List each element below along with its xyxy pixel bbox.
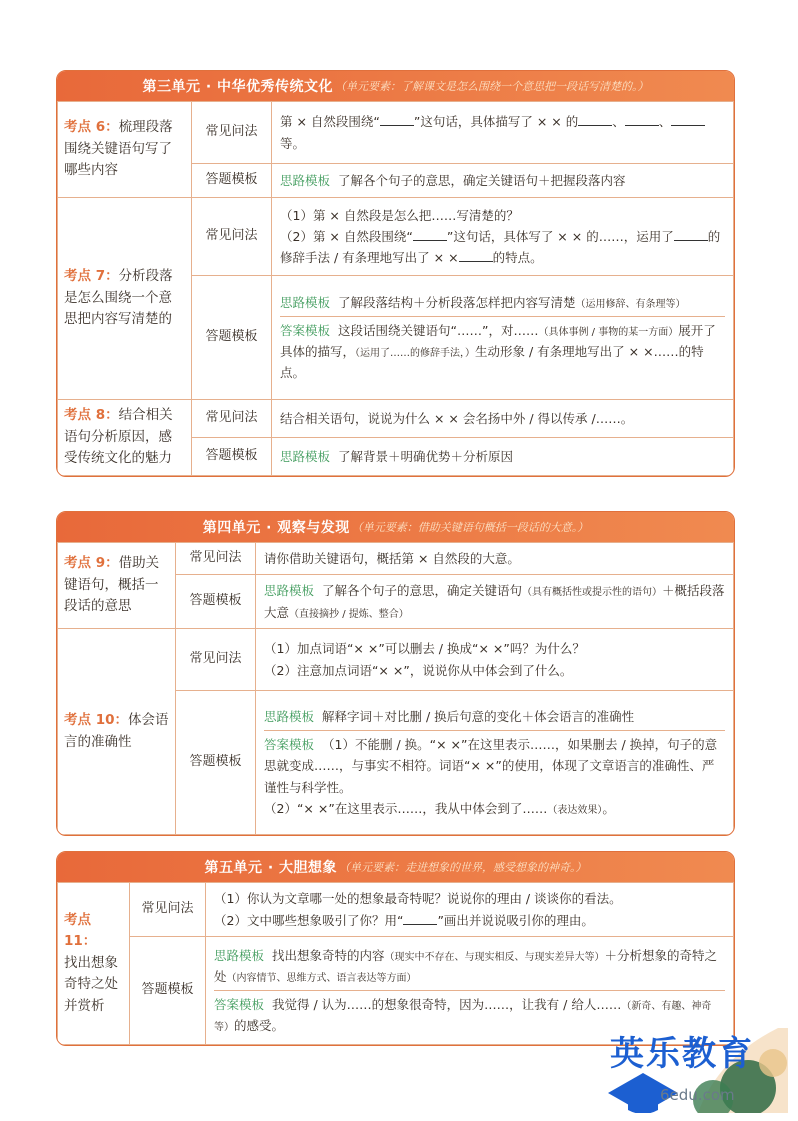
kd11-q1: （1）你认为文章哪一处的想象最奇特呢？说说你的理由 / 谈谈你的看法。 bbox=[214, 891, 622, 907]
kd7-thinking-text: 了解段落结构＋分析段落怎样把内容写清楚 bbox=[338, 294, 576, 310]
answer-tag: 答案模板 bbox=[214, 997, 265, 1012]
kd9-cell bbox=[58, 543, 176, 629]
thinking-tag: 思路模板 bbox=[280, 448, 331, 464]
kd8-answer-text: 了解背景＋明确优势＋分析原因 bbox=[338, 448, 514, 464]
unit3-card bbox=[56, 70, 735, 477]
kd11-q-label: 常见问法 bbox=[130, 883, 206, 937]
kd7-answer bbox=[272, 276, 734, 400]
watermark-url: 6edu.com bbox=[660, 1086, 735, 1104]
kd8-question: 结合相关语句，说说为什么 × × 会名扬中外 / 得以传承 /……。 bbox=[272, 400, 734, 438]
kd6-num: 考点 6： bbox=[64, 119, 119, 136]
blank bbox=[671, 125, 705, 126]
q-text: ”画出并说说吸引你的理由。 bbox=[437, 912, 594, 928]
answer-tag: 答案模板 bbox=[280, 322, 331, 338]
kd11-template-text: 我觉得 / 认为……的想象很奇特，因为……，让我有 / 给人…… bbox=[272, 997, 622, 1012]
kd10-template-note: （表达效果） bbox=[547, 804, 603, 816]
thinking-tag: 思路模板 bbox=[264, 708, 315, 724]
thinking-tag: 思路模板 bbox=[280, 172, 331, 188]
kd10-template-text: 。 bbox=[602, 800, 615, 816]
unit5-requirement: （单元要素：走进想象的世界，感受想象的神奇。） bbox=[339, 861, 587, 874]
kd6-a-label: 答题模板 bbox=[192, 164, 272, 198]
kd7-text: 分析段落是怎么围绕一个意思把内容写清楚的 bbox=[64, 268, 173, 328]
kd11-thinking-text: ＋分析想象的奇特之处 bbox=[214, 947, 718, 984]
kd10-template bbox=[264, 731, 725, 822]
blank bbox=[674, 240, 708, 241]
unit4-table bbox=[57, 542, 734, 835]
kd10-thinking bbox=[264, 703, 725, 731]
q-text: 第 × 自然段围绕“ bbox=[280, 114, 380, 130]
kd7-template bbox=[280, 317, 725, 387]
q-text: ”这句话，具体描写了 × × 的 bbox=[413, 114, 579, 130]
kd10-q1: （1）加点词语“× ×”可以删去 / 换成“× ×”吗？为什么？ bbox=[264, 641, 585, 657]
kd6-text: 梳理段落围绕关键语句写了哪些内容 bbox=[64, 119, 173, 179]
kd7-thinking-note: （运用修辞、有条理等） bbox=[575, 298, 686, 310]
thinking-tag: 思路模板 bbox=[264, 583, 315, 599]
unit3-table bbox=[57, 101, 734, 476]
kd11-thinking-text: 找出想象奇特的内容 bbox=[272, 947, 385, 963]
unit3-header bbox=[57, 71, 734, 101]
kd8-num: 考点 8： bbox=[64, 407, 119, 424]
kd11-cell bbox=[58, 883, 130, 1045]
unit4-requirement: （单元要素：借助关键语句概括一段话的大意。） bbox=[351, 521, 589, 534]
kd11-template-text: 的感受。 bbox=[234, 1018, 285, 1034]
kd11-thinking-note: （内容情节、思维方式、语言表达等方面） bbox=[226, 972, 417, 984]
kd7-template-text: 展开了具体的描写， bbox=[280, 322, 716, 359]
kd7-cell bbox=[58, 198, 192, 400]
blank bbox=[625, 125, 659, 126]
kd7-template-text: 这段话围绕关键语句“……”，对…… bbox=[338, 322, 539, 338]
kd7-template-note: （具体事例 / 事物的某一方面） bbox=[538, 326, 679, 338]
unit5-header bbox=[57, 852, 734, 882]
kd10-num: 考点 10： bbox=[64, 711, 128, 728]
kd7-q1: （1）第 × 自然段是怎么把……写清楚的？ bbox=[280, 207, 519, 223]
kd8-q-label: 常见问法 bbox=[192, 400, 272, 438]
thinking-tag: 思路模板 bbox=[214, 947, 265, 963]
answer-tag: 答案模板 bbox=[264, 737, 315, 753]
kd9-answer-note: （直接摘抄 / 提炼、整合） bbox=[289, 608, 409, 620]
kd10-thinking-text: 解释字词＋对比删 / 换后句意的变化＋体会语言的准确性 bbox=[322, 708, 635, 724]
kd7-q-label: 常见问法 bbox=[192, 198, 272, 276]
kd6-question bbox=[272, 102, 734, 164]
kd8-answer bbox=[272, 438, 734, 476]
kd11-thinking-note: （现实中不存在、与现实相反、与现实差异大等） bbox=[384, 951, 605, 963]
kd11-template-note: （新奇、有趣、神奇等） bbox=[214, 1001, 712, 1034]
kd7-q2 bbox=[280, 226, 725, 269]
kd11-q2 bbox=[214, 910, 725, 931]
kd10-template-text: （1）不能删 / 换。“× ×”在这里表示……，如果删去 / 换掉，句子的意思就变成……，与事实不相符。词语“× ×”的使用，体现了文章语言的准确性、严谨性与科学性。 bbox=[264, 737, 718, 795]
unit4-title: 第四单元 · 观察与发现 bbox=[202, 520, 350, 536]
kd10-question bbox=[256, 629, 734, 691]
kd11-num: 考点 11： bbox=[64, 911, 97, 950]
kd8-a-label: 答题模板 bbox=[192, 438, 272, 476]
kd9-a-label: 答题模板 bbox=[176, 575, 256, 629]
kd7-template-note: （运用了……的修辞手法，） bbox=[355, 348, 476, 359]
kd10-q-label: 常见问法 bbox=[176, 629, 256, 691]
kd9-text: 借助关键语句，概括一段话的意思 bbox=[64, 555, 160, 615]
unit5-title: 第五单元 · 大胆想象 bbox=[204, 860, 338, 876]
q-text: （2）第 × 自然段围绕“ bbox=[280, 228, 413, 244]
kd11-question bbox=[206, 883, 734, 937]
unit4-card bbox=[56, 511, 735, 836]
blank bbox=[578, 125, 612, 126]
kd9-answer-text: 了解各个句子的意思，确定关键语句 bbox=[322, 583, 523, 599]
kd10-text: 体会语言的准确性 bbox=[64, 711, 169, 750]
q-text: 的修辞手法 / 有条理地写出了 × × bbox=[280, 228, 721, 266]
q-text: ”这句话，具体写了 × × 的……，运用了 bbox=[446, 228, 674, 244]
blank bbox=[380, 125, 414, 126]
kd6-q-label: 常见问法 bbox=[192, 102, 272, 164]
kd10-cell bbox=[58, 629, 176, 835]
kd9-question: 请你借助关键语句，概括第 × 自然段的大意。 bbox=[256, 543, 734, 575]
kd7-a-label: 答题模板 bbox=[192, 276, 272, 400]
kd6-answer bbox=[272, 164, 734, 198]
kd6-answer-text: 了解各个句子的意思，确定关键语句＋把握段落内容 bbox=[338, 172, 626, 188]
kd9-answer-note: （具有概括性或提示性的语句） bbox=[522, 587, 663, 599]
kd11-a-label: 答题模板 bbox=[130, 937, 206, 1045]
kd7-num: 考点 7： bbox=[64, 268, 119, 285]
kd9-answer bbox=[256, 575, 734, 629]
unit3-title: 第三单元 · 中华优秀传统文化 bbox=[142, 79, 334, 95]
kd7-question bbox=[272, 198, 734, 276]
thinking-tag: 思路模板 bbox=[280, 294, 331, 310]
kd11-text: 找出想象奇特之处并赏析 bbox=[64, 954, 118, 1014]
kd10-answer bbox=[256, 691, 734, 835]
unit3-requirement: （单元要素：了解课文是怎么围绕一个意思把一段话写清楚的。） bbox=[335, 80, 649, 93]
q-text: 、 bbox=[612, 114, 625, 130]
kd11-thinking bbox=[214, 942, 725, 992]
kd9-answer-text: ＋概括段落大意 bbox=[264, 583, 725, 620]
kd10-a-label: 答题模板 bbox=[176, 691, 256, 835]
q-text: 等。 bbox=[280, 135, 306, 151]
q-text: （2）文中哪些想象吸引了你？用“ bbox=[214, 912, 404, 928]
blank bbox=[459, 261, 493, 262]
kd6-cell bbox=[58, 102, 192, 198]
blank bbox=[413, 240, 447, 241]
kd10-template-text: （2）“× ×”在这里表示……，我从中体会到了…… bbox=[264, 800, 548, 816]
q-text: 、 bbox=[658, 114, 672, 130]
blank bbox=[403, 924, 437, 925]
kd9-q-label: 常见问法 bbox=[176, 543, 256, 575]
watermark-text: 英乐教育 bbox=[610, 1034, 754, 1074]
kd7-thinking bbox=[280, 289, 725, 317]
kd7-template-text: 生动形象 / 有条理地写出了 × ×……的特点。 bbox=[280, 344, 704, 381]
kd10-q2: （2）注意加点词语“× ×”，说说你从中体会到了什么。 bbox=[264, 662, 573, 678]
q-text: 的特点。 bbox=[492, 250, 543, 266]
unit4-header bbox=[57, 512, 734, 542]
kd8-cell bbox=[58, 400, 192, 476]
kd9-num: 考点 9： bbox=[64, 555, 119, 572]
unit5-card bbox=[56, 851, 735, 1046]
kd8-text: 结合相关语句分析原因，感受传统文化的魅力 bbox=[64, 407, 173, 467]
